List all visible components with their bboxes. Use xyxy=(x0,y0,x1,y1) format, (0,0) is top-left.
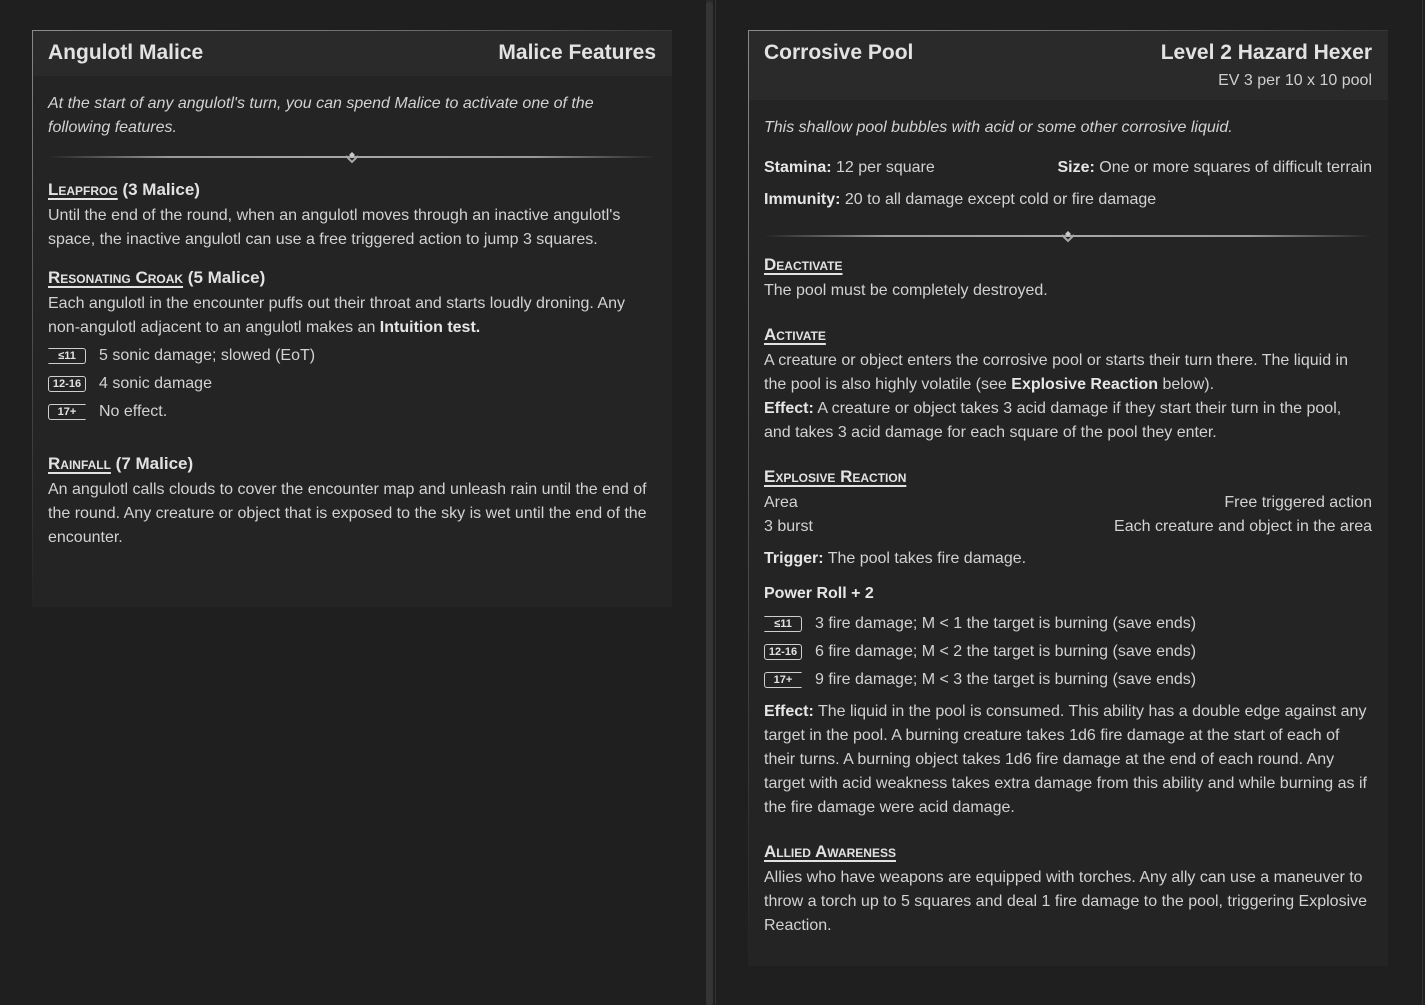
immunity-row xyxy=(764,188,1372,212)
feature-name: Rainfall xyxy=(48,454,111,473)
effect-text: The liquid in the pool is consumed. This ability has a double edge against any target in the pool. A burning creature takes 1d6 fire damage at the start of each of their turns. A burning object takes 1d6 fire damage at the end of each round. Any target with acid weakness takes extra damage from this ability and while burning as if the fire damage were acid damage. xyxy=(764,703,1367,816)
tier-1-badge: ≤11 xyxy=(764,616,802,632)
card-header xyxy=(748,30,1388,100)
feature-cost: (3 Malice) xyxy=(122,180,200,199)
ability-action-type: Free triggered action xyxy=(1224,494,1372,511)
tier-3-badge: 17+ xyxy=(48,404,86,420)
trigger-row xyxy=(764,547,1372,571)
size-value: One or more squares of difficult terrain xyxy=(1099,159,1372,176)
tier-text: 4 sonic damage xyxy=(99,375,212,392)
tier-text: 6 fire damage; M < 2 the target is burning (save ends) xyxy=(815,643,1197,660)
diamond-ornament-icon xyxy=(345,151,359,165)
tier-row xyxy=(764,666,1372,694)
stats-row xyxy=(764,156,1372,180)
card-header xyxy=(32,30,672,76)
section-text: below). xyxy=(1162,376,1215,393)
malice-features-card xyxy=(32,30,672,607)
effect-row xyxy=(764,397,1372,445)
hazard-card xyxy=(748,30,1388,966)
card-intro: This shallow pool bubbles with acid or some other corrosive liquid. xyxy=(764,119,1233,136)
feature-name: Leapfrog xyxy=(48,180,118,199)
feature-resonating-croak xyxy=(48,266,656,426)
section-activate xyxy=(764,323,1372,445)
card-intro: At the start of any angulotl's turn, you can spend Malice to activate one of the following features. xyxy=(48,95,594,136)
power-roll: Power Roll + 2 xyxy=(764,585,874,602)
test-name: Intuition test. xyxy=(379,319,481,336)
section-text: The pool must be completely destroyed. xyxy=(764,282,1048,299)
tier-row xyxy=(764,638,1372,666)
left-pane-scrollbar[interactable] xyxy=(706,0,713,1005)
tier-text: 9 fire damage; M < 3 the target is burning (save ends) xyxy=(815,671,1197,688)
effect-row xyxy=(764,700,1372,820)
tier-row xyxy=(48,342,656,370)
ability-keyword: Area xyxy=(764,494,798,511)
section-text: Allies who have weapons are equipped with torches. Any ally can use a maneuver to throw a torch up to 5 squares and deal 1 fire damage to the pool, triggering Explosive Reaction. xyxy=(764,869,1368,934)
tier-text: 5 sonic damage; slowed (EoT) xyxy=(99,347,316,364)
section-explosive-reaction xyxy=(764,465,1372,820)
stamina-value: 12 per square xyxy=(836,159,935,176)
immunity-value: 20 to all damage except cold or fire damage xyxy=(844,191,1157,208)
trigger-label: Trigger: xyxy=(764,550,824,567)
card-title: Angulotl Malice xyxy=(48,41,204,64)
tier-row xyxy=(764,610,1372,638)
trigger-text: The pool takes fire damage. xyxy=(827,550,1027,567)
section-text: A creature or object enters the corrosive pool or starts their turn there. The liquid in the pool is also highly volatile (see xyxy=(764,352,1348,393)
right-pane xyxy=(716,0,1422,1005)
card-type: Level 2 Hazard Hexer xyxy=(1160,41,1372,64)
section-title: Activate xyxy=(764,325,826,344)
feature-text: Until the end of the round, when an angulotl moves through an inactive angulotl's space, the inactive angulotl can use a free triggered action to jump 3 squares. xyxy=(48,207,621,248)
section-divider xyxy=(48,151,656,165)
tier-1-badge: ≤11 xyxy=(48,348,86,364)
tier-text: No effect. xyxy=(99,403,168,420)
effect-text: A creature or object takes 3 acid damage if they start their turn in the pool, and takes 3 acid damage for each square of the pool they enter. xyxy=(764,400,1342,441)
card-title: Corrosive Pool xyxy=(764,41,914,64)
section-deactivate xyxy=(764,253,1372,303)
feature-cost: (5 Malice) xyxy=(187,268,266,287)
left-pane xyxy=(0,0,705,1005)
tier-3-badge: 17+ xyxy=(764,672,802,688)
immunity-label: Immunity: xyxy=(764,191,841,208)
scrollbar-thumb[interactable] xyxy=(706,2,713,1005)
section-divider xyxy=(764,230,1372,244)
feature-name: Resonating Croak xyxy=(48,268,184,287)
section-allied-awareness xyxy=(764,840,1372,938)
tier-row xyxy=(48,398,656,426)
feature-leapfrog xyxy=(48,178,656,252)
size-label: Size: xyxy=(1057,159,1095,176)
tier-2-badge: 12-16 xyxy=(48,376,86,392)
right-edge-divider xyxy=(1422,0,1423,1005)
effect-label: Effect: xyxy=(764,703,814,720)
ability-target: Each creature and object in the area xyxy=(1114,518,1372,535)
tier-text: 3 fire damage; M < 1 the target is burning (save ends) xyxy=(815,615,1197,632)
feature-text: Each angulotl in the encounter puffs out their throat and starts loudly droning. Any non-angulotl adjacent to an angulotl makes an xyxy=(48,295,625,336)
section-title: Allied Awareness xyxy=(764,842,896,861)
effect-label: Effect: xyxy=(764,400,814,417)
feature-cost: (7 Malice) xyxy=(115,454,194,473)
section-title: Deactivate xyxy=(764,255,843,274)
stamina-label: Stamina: xyxy=(764,159,832,176)
card-type: Malice Features xyxy=(498,41,656,64)
section-title: Explosive Reaction xyxy=(764,467,907,486)
diamond-ornament-icon xyxy=(1061,230,1075,244)
feature-rainfall xyxy=(48,452,656,550)
encounter-value: EV 3 per 10 x 10 pool xyxy=(1218,72,1372,89)
feature-text: An angulotl calls clouds to cover the encounter map and unleash rain until the end of the round. Any creature or object that is exposed to the sky is wet until the end of the encounter. xyxy=(48,481,647,546)
ability-distance: 3 burst xyxy=(764,518,813,535)
ability-reference: Explosive Reaction xyxy=(1011,376,1158,393)
tier-row xyxy=(48,370,656,398)
tier-2-badge: 12-16 xyxy=(764,644,802,660)
